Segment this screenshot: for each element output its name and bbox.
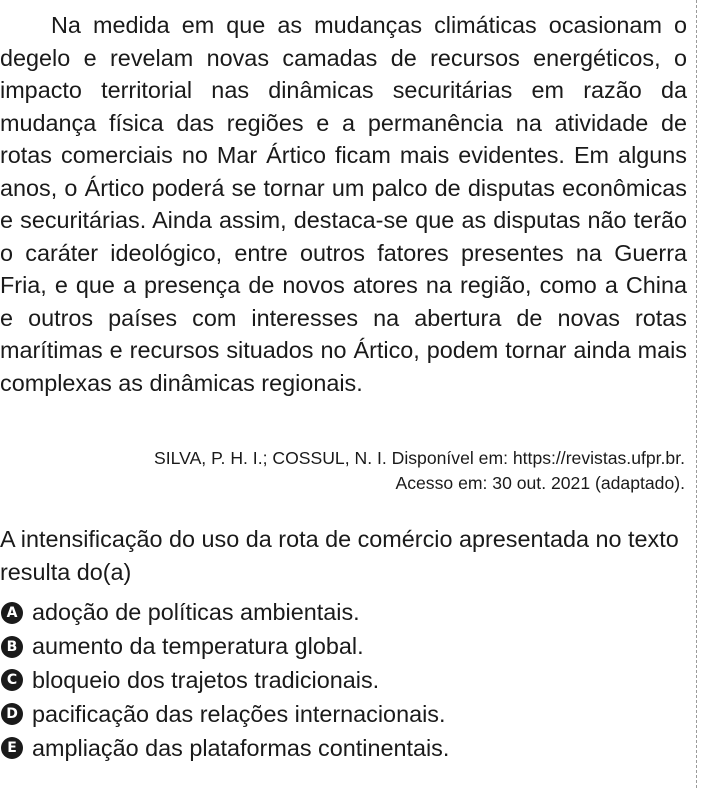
source-citation <box>0 446 685 496</box>
option-a-text: adoção de políticas ambientais. <box>32 599 360 626</box>
question-stem: A intensificação do uso da rota de comércio apresentada no texto resulta do(a) <box>0 526 679 585</box>
option-e[interactable] <box>0 731 687 765</box>
citation-line-2: Acesso em: 30 out. 2021 (adaptado). <box>395 473 685 493</box>
option-c-text: bloqueio dos trajetos tradicionais. <box>32 666 380 693</box>
passage-text: Na medida em que as mudanças climáticas ocasionam o degelo e revelam novas camadas de recursos energéticos, o impacto territorial nas dinâmicas securitárias em razão da mudança física das regiões e a permanência na atividade de rotas comerciais no Mar Ártico ficam mais evidentes. Em alguns anos, o Ártico poderá se tornar um palco de disputas econômicas e securitárias. Ainda assim, destaca-se que as disputas não terão o caráter ideológico, entre outros fatores presentes na Guerra Fria, e que a presença de novos atores na região, como a China e outros países com interesses na abertura de novas rotas marítimas e recursos situados no Ártico, podem tornar ainda mais complexas as dinâmicas regionais. <box>0 12 687 396</box>
option-d[interactable] <box>0 697 687 731</box>
option-d-text: pacificação das relações internacionais. <box>32 700 446 727</box>
option-e-letter-icon: E <box>1 737 23 759</box>
citation-line-1: SILVA, P. H. I.; COSSUL, N. I. Disponível em: https://revistas.ufpr.br. <box>154 448 685 468</box>
option-c[interactable] <box>0 664 687 698</box>
answer-options <box>0 596 687 765</box>
option-b-text: aumento da temperatura global. <box>32 633 364 660</box>
option-b[interactable] <box>0 630 687 664</box>
option-d-letter-icon: D <box>1 703 23 725</box>
option-a-letter-icon: A <box>1 602 23 624</box>
option-e-text: ampliação das plataformas continentais. <box>32 734 450 761</box>
option-b-letter-icon: B <box>1 636 23 658</box>
column-divider <box>696 0 702 788</box>
option-c-letter-icon: C <box>1 669 23 691</box>
option-a[interactable] <box>0 596 687 630</box>
